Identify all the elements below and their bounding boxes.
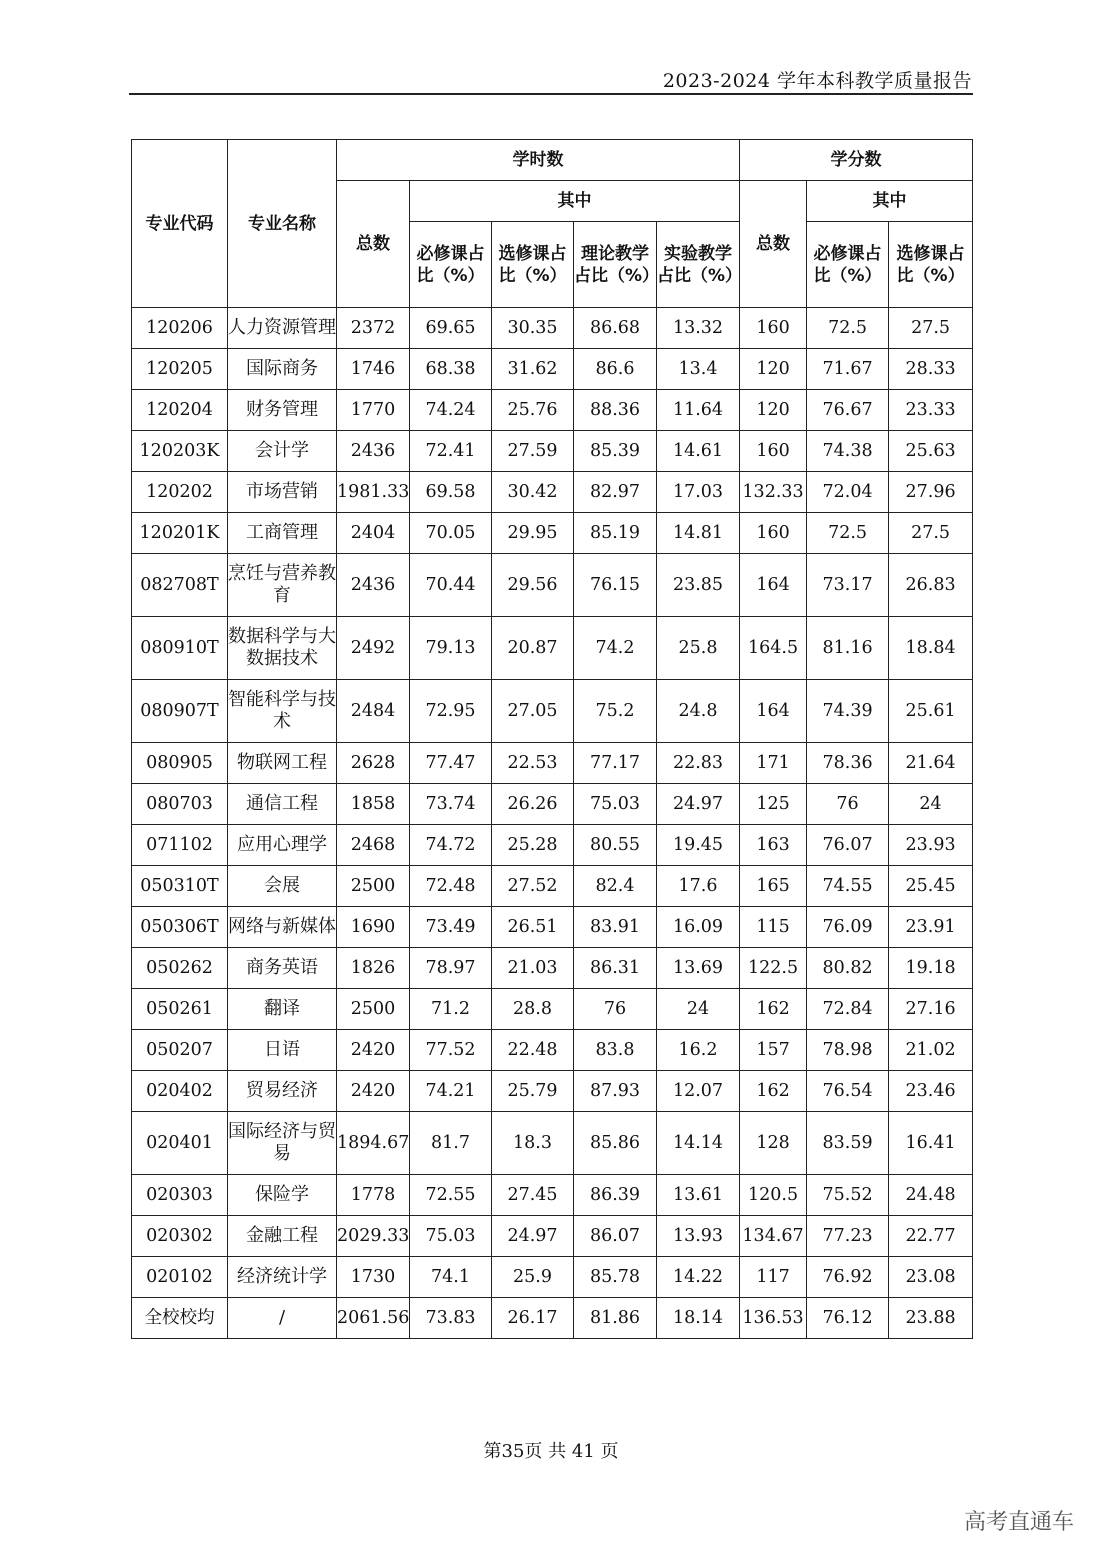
cell-h-elec: 25.28 bbox=[492, 825, 574, 866]
cell-c-req: 78.98 bbox=[807, 1030, 889, 1071]
cell-h-elec: 27.59 bbox=[492, 431, 574, 472]
cell-h-total: 2404 bbox=[337, 513, 410, 554]
cell-c-total: 160 bbox=[740, 431, 807, 472]
cell-code: 120205 bbox=[132, 349, 228, 390]
table-row bbox=[132, 784, 973, 825]
cell-h-theory: 74.2 bbox=[574, 617, 657, 680]
cell-name: 通信工程 bbox=[228, 784, 337, 825]
col-header-hours-lab: 实验教学占比（%） bbox=[657, 222, 740, 308]
cell-h-theory: 83.8 bbox=[574, 1030, 657, 1071]
cell-h-theory: 85.78 bbox=[574, 1257, 657, 1298]
cell-c-req: 76.09 bbox=[807, 907, 889, 948]
cell-c-req: 80.82 bbox=[807, 948, 889, 989]
cell-name: 金融工程 bbox=[228, 1216, 337, 1257]
cell-h-elec: 28.8 bbox=[492, 989, 574, 1030]
table-row bbox=[132, 1071, 973, 1112]
cell-h-elec: 24.97 bbox=[492, 1216, 574, 1257]
cell-h-elec: 18.3 bbox=[492, 1112, 574, 1175]
cell-name: 国际商务 bbox=[228, 349, 337, 390]
cell-h-lab: 13.93 bbox=[657, 1216, 740, 1257]
cell-h-elec: 27.05 bbox=[492, 680, 574, 743]
cell-h-theory: 88.36 bbox=[574, 390, 657, 431]
cell-h-theory: 82.4 bbox=[574, 866, 657, 907]
cell-c-total: 165 bbox=[740, 866, 807, 907]
cell-h-theory: 86.07 bbox=[574, 1216, 657, 1257]
cell-c-req: 76.07 bbox=[807, 825, 889, 866]
cell-h-elec: 22.53 bbox=[492, 743, 574, 784]
col-header-credits-total: 总数 bbox=[740, 181, 807, 308]
cell-h-elec: 29.56 bbox=[492, 554, 574, 617]
cell-name: 智能科学与技术 bbox=[228, 680, 337, 743]
cell-h-total: 2436 bbox=[337, 431, 410, 472]
cell-name: 网络与新媒体 bbox=[228, 907, 337, 948]
cell-h-elec: 22.48 bbox=[492, 1030, 574, 1071]
cell-code: 050306T bbox=[132, 907, 228, 948]
cell-h-elec: 26.51 bbox=[492, 907, 574, 948]
cell-h-req: 70.05 bbox=[410, 513, 492, 554]
cell-h-elec: 27.45 bbox=[492, 1175, 574, 1216]
cell-h-total: 2420 bbox=[337, 1030, 410, 1071]
avg-cell-c-req: 76.12 bbox=[807, 1298, 889, 1339]
table-row bbox=[132, 1175, 973, 1216]
avg-cell-h-req: 73.83 bbox=[410, 1298, 492, 1339]
cell-h-theory: 75.2 bbox=[574, 680, 657, 743]
cell-c-elec: 28.33 bbox=[889, 349, 973, 390]
cell-name: 市场营销 bbox=[228, 472, 337, 513]
cell-c-total: 128 bbox=[740, 1112, 807, 1175]
cell-h-lab: 24.97 bbox=[657, 784, 740, 825]
cell-code: 082708T bbox=[132, 554, 228, 617]
cell-h-req: 69.65 bbox=[410, 308, 492, 349]
cell-h-req: 74.1 bbox=[410, 1257, 492, 1298]
cell-c-elec: 26.83 bbox=[889, 554, 973, 617]
cell-c-req: 76 bbox=[807, 784, 889, 825]
col-header-credits-elective: 选修课占比（%） bbox=[889, 222, 973, 308]
table-row bbox=[132, 1030, 973, 1071]
cell-name: 物联网工程 bbox=[228, 743, 337, 784]
cell-h-total: 1826 bbox=[337, 948, 410, 989]
cell-h-elec: 25.76 bbox=[492, 390, 574, 431]
cell-h-req: 77.52 bbox=[410, 1030, 492, 1071]
cell-c-total: 164 bbox=[740, 554, 807, 617]
cell-code: 020402 bbox=[132, 1071, 228, 1112]
cell-h-elec: 31.62 bbox=[492, 349, 574, 390]
cell-h-total: 2500 bbox=[337, 866, 410, 907]
subgroup-header-hours: 其中 bbox=[410, 181, 740, 222]
cell-c-elec: 25.61 bbox=[889, 680, 973, 743]
cell-h-theory: 85.39 bbox=[574, 431, 657, 472]
cell-code: 080907T bbox=[132, 680, 228, 743]
cell-c-elec: 27.96 bbox=[889, 472, 973, 513]
cell-h-lab: 16.09 bbox=[657, 907, 740, 948]
cell-h-elec: 25.9 bbox=[492, 1257, 574, 1298]
table-row bbox=[132, 349, 973, 390]
cell-h-theory: 86.39 bbox=[574, 1175, 657, 1216]
cell-h-total: 1778 bbox=[337, 1175, 410, 1216]
cell-h-theory: 76 bbox=[574, 989, 657, 1030]
col-header-hours-elective: 选修课占比（%） bbox=[492, 222, 574, 308]
cell-h-req: 73.49 bbox=[410, 907, 492, 948]
cell-name: 日语 bbox=[228, 1030, 337, 1071]
cell-h-req: 72.95 bbox=[410, 680, 492, 743]
cell-c-total: 120 bbox=[740, 390, 807, 431]
cell-c-elec: 23.93 bbox=[889, 825, 973, 866]
group-header-credits: 学分数 bbox=[740, 140, 973, 181]
cell-c-elec: 19.18 bbox=[889, 948, 973, 989]
cell-c-elec: 25.63 bbox=[889, 431, 973, 472]
cell-h-theory: 86.68 bbox=[574, 308, 657, 349]
cell-h-elec: 25.79 bbox=[492, 1071, 574, 1112]
cell-h-req: 75.03 bbox=[410, 1216, 492, 1257]
cell-c-elec: 23.46 bbox=[889, 1071, 973, 1112]
cell-h-req: 74.72 bbox=[410, 825, 492, 866]
table-row bbox=[132, 1112, 973, 1175]
cell-c-elec: 22.77 bbox=[889, 1216, 973, 1257]
table-row bbox=[132, 617, 973, 680]
table-row bbox=[132, 1257, 973, 1298]
page-number: 第35页 共 41 页 bbox=[483, 1441, 619, 1462]
cell-c-total: 125 bbox=[740, 784, 807, 825]
cell-h-total: 2468 bbox=[337, 825, 410, 866]
cell-h-lab: 14.14 bbox=[657, 1112, 740, 1175]
cell-c-req: 76.67 bbox=[807, 390, 889, 431]
cell-c-elec: 23.91 bbox=[889, 907, 973, 948]
average-row bbox=[132, 1298, 973, 1339]
cell-code: 120201K bbox=[132, 513, 228, 554]
cell-h-total: 2492 bbox=[337, 617, 410, 680]
col-header-credits-required: 必修课占比（%） bbox=[807, 222, 889, 308]
cell-name: 贸易经济 bbox=[228, 1071, 337, 1112]
cell-c-elec: 23.33 bbox=[889, 390, 973, 431]
cell-h-theory: 75.03 bbox=[574, 784, 657, 825]
cell-h-lab: 14.61 bbox=[657, 431, 740, 472]
cell-h-theory: 83.91 bbox=[574, 907, 657, 948]
cell-h-req: 77.47 bbox=[410, 743, 492, 784]
cell-h-total: 2029.33 bbox=[337, 1216, 410, 1257]
table-row bbox=[132, 680, 973, 743]
cell-c-total: 164.5 bbox=[740, 617, 807, 680]
cell-c-req: 72.04 bbox=[807, 472, 889, 513]
cell-c-req: 77.23 bbox=[807, 1216, 889, 1257]
table-row bbox=[132, 743, 973, 784]
cell-h-req: 78.97 bbox=[410, 948, 492, 989]
cell-h-total: 1981.33 bbox=[337, 472, 410, 513]
cell-code: 080703 bbox=[132, 784, 228, 825]
cell-c-req: 73.17 bbox=[807, 554, 889, 617]
cell-h-lab: 13.61 bbox=[657, 1175, 740, 1216]
cell-h-total: 1894.67 bbox=[337, 1112, 410, 1175]
cell-code: 020302 bbox=[132, 1216, 228, 1257]
cell-c-req: 72.84 bbox=[807, 989, 889, 1030]
table-row bbox=[132, 825, 973, 866]
cell-h-elec: 20.87 bbox=[492, 617, 574, 680]
cell-h-total: 1770 bbox=[337, 390, 410, 431]
cell-c-elec: 25.45 bbox=[889, 866, 973, 907]
cell-h-total: 2484 bbox=[337, 680, 410, 743]
cell-code: 020401 bbox=[132, 1112, 228, 1175]
cell-h-theory: 76.15 bbox=[574, 554, 657, 617]
cell-c-total: 157 bbox=[740, 1030, 807, 1071]
cell-name: 保险学 bbox=[228, 1175, 337, 1216]
report-header-title: 2023-2024 学年本科教学质量报告 bbox=[662, 70, 972, 92]
table-row bbox=[132, 1216, 973, 1257]
col-header-name: 专业名称 bbox=[228, 140, 337, 308]
cell-c-req: 75.52 bbox=[807, 1175, 889, 1216]
cell-h-theory: 82.97 bbox=[574, 472, 657, 513]
cell-c-elec: 23.08 bbox=[889, 1257, 973, 1298]
table-row bbox=[132, 472, 973, 513]
cell-name: 会展 bbox=[228, 866, 337, 907]
cell-code: 020303 bbox=[132, 1175, 228, 1216]
cell-c-req: 74.38 bbox=[807, 431, 889, 472]
cell-c-total: 120 bbox=[740, 349, 807, 390]
header-divider bbox=[129, 93, 973, 95]
cell-h-theory: 80.55 bbox=[574, 825, 657, 866]
cell-c-total: 171 bbox=[740, 743, 807, 784]
col-header-hours-required: 必修课占比（%） bbox=[410, 222, 492, 308]
table-row bbox=[132, 907, 973, 948]
cell-c-total: 117 bbox=[740, 1257, 807, 1298]
avg-cell-h-lab: 18.14 bbox=[657, 1298, 740, 1339]
avg-cell-h-theory: 81.86 bbox=[574, 1298, 657, 1339]
cell-c-total: 160 bbox=[740, 308, 807, 349]
watermark-text: 高考直通车 bbox=[963, 1510, 1074, 1535]
cell-h-lab: 13.32 bbox=[657, 308, 740, 349]
cell-h-total: 2420 bbox=[337, 1071, 410, 1112]
cell-code: 050310T bbox=[132, 866, 228, 907]
col-header-hours-total: 总数 bbox=[337, 181, 410, 308]
cell-c-total: 122.5 bbox=[740, 948, 807, 989]
cell-h-total: 1746 bbox=[337, 349, 410, 390]
table-row bbox=[132, 390, 973, 431]
col-header-hours-theory: 理论教学占比（%） bbox=[574, 222, 657, 308]
table-row bbox=[132, 513, 973, 554]
cell-c-total: 120.5 bbox=[740, 1175, 807, 1216]
cell-c-req: 74.39 bbox=[807, 680, 889, 743]
cell-c-total: 132.33 bbox=[740, 472, 807, 513]
cell-h-elec: 27.52 bbox=[492, 866, 574, 907]
cell-name: 财务管理 bbox=[228, 390, 337, 431]
cell-c-elec: 24.48 bbox=[889, 1175, 973, 1216]
cell-h-theory: 85.86 bbox=[574, 1112, 657, 1175]
cell-h-lab: 11.64 bbox=[657, 390, 740, 431]
cell-c-req: 71.67 bbox=[807, 349, 889, 390]
avg-cell-h-total: 2061.56 bbox=[337, 1298, 410, 1339]
cell-h-lab: 14.81 bbox=[657, 513, 740, 554]
cell-h-lab: 12.07 bbox=[657, 1071, 740, 1112]
cell-h-total: 2628 bbox=[337, 743, 410, 784]
cell-h-lab: 14.22 bbox=[657, 1257, 740, 1298]
cell-c-req: 74.55 bbox=[807, 866, 889, 907]
cell-name: 烹饪与营养教育 bbox=[228, 554, 337, 617]
cell-c-elec: 18.84 bbox=[889, 617, 973, 680]
cell-code: 120206 bbox=[132, 308, 228, 349]
cell-h-elec: 29.95 bbox=[492, 513, 574, 554]
avg-cell-c-total: 136.53 bbox=[740, 1298, 807, 1339]
cell-h-lab: 16.2 bbox=[657, 1030, 740, 1071]
cell-h-req: 72.41 bbox=[410, 431, 492, 472]
cell-h-req: 72.55 bbox=[410, 1175, 492, 1216]
cell-code: 050207 bbox=[132, 1030, 228, 1071]
cell-h-req: 81.7 bbox=[410, 1112, 492, 1175]
cell-h-lab: 17.6 bbox=[657, 866, 740, 907]
cell-h-req: 79.13 bbox=[410, 617, 492, 680]
cell-name: 国际经济与贸易 bbox=[228, 1112, 337, 1175]
avg-cell-c-elec: 23.88 bbox=[889, 1298, 973, 1339]
cell-h-theory: 85.19 bbox=[574, 513, 657, 554]
table-row bbox=[132, 308, 973, 349]
cell-code: 050261 bbox=[132, 989, 228, 1030]
avg-cell-name: / bbox=[228, 1298, 337, 1339]
cell-h-elec: 21.03 bbox=[492, 948, 574, 989]
cell-code: 120202 bbox=[132, 472, 228, 513]
cell-code: 120203K bbox=[132, 431, 228, 472]
cell-h-theory: 86.6 bbox=[574, 349, 657, 390]
cell-c-req: 76.92 bbox=[807, 1257, 889, 1298]
cell-h-lab: 19.45 bbox=[657, 825, 740, 866]
group-header-hours: 学时数 bbox=[337, 140, 740, 181]
cell-code: 071102 bbox=[132, 825, 228, 866]
cell-h-lab: 23.85 bbox=[657, 554, 740, 617]
cell-c-total: 134.67 bbox=[740, 1216, 807, 1257]
cell-code: 050262 bbox=[132, 948, 228, 989]
cell-name: 会计学 bbox=[228, 431, 337, 472]
cell-name: 人力资源管理 bbox=[228, 308, 337, 349]
cell-c-elec: 21.64 bbox=[889, 743, 973, 784]
cell-c-elec: 27.16 bbox=[889, 989, 973, 1030]
cell-h-req: 71.2 bbox=[410, 989, 492, 1030]
cell-c-total: 160 bbox=[740, 513, 807, 554]
cell-h-lab: 13.69 bbox=[657, 948, 740, 989]
cell-h-lab: 25.8 bbox=[657, 617, 740, 680]
cell-h-req: 72.48 bbox=[410, 866, 492, 907]
cell-h-lab: 22.83 bbox=[657, 743, 740, 784]
cell-h-req: 74.24 bbox=[410, 390, 492, 431]
cell-c-req: 72.5 bbox=[807, 308, 889, 349]
cell-name: 应用心理学 bbox=[228, 825, 337, 866]
cell-name: 商务英语 bbox=[228, 948, 337, 989]
cell-h-req: 70.44 bbox=[410, 554, 492, 617]
avg-cell-code: 全校校均 bbox=[132, 1298, 228, 1339]
cell-c-total: 162 bbox=[740, 989, 807, 1030]
avg-cell-h-elec: 26.17 bbox=[492, 1298, 574, 1339]
cell-name: 数据科学与大数据技术 bbox=[228, 617, 337, 680]
cell-h-total: 1690 bbox=[337, 907, 410, 948]
cell-h-req: 69.58 bbox=[410, 472, 492, 513]
cell-h-lab: 13.4 bbox=[657, 349, 740, 390]
cell-h-lab: 24.8 bbox=[657, 680, 740, 743]
cell-c-req: 81.16 bbox=[807, 617, 889, 680]
cell-c-total: 162 bbox=[740, 1071, 807, 1112]
cell-c-req: 78.36 bbox=[807, 743, 889, 784]
cell-h-theory: 86.31 bbox=[574, 948, 657, 989]
cell-name: 翻译 bbox=[228, 989, 337, 1030]
cell-h-elec: 30.35 bbox=[492, 308, 574, 349]
cell-h-elec: 26.26 bbox=[492, 784, 574, 825]
cell-c-elec: 21.02 bbox=[889, 1030, 973, 1071]
cell-code: 080910T bbox=[132, 617, 228, 680]
cell-c-elec: 27.5 bbox=[889, 308, 973, 349]
cell-code: 120204 bbox=[132, 390, 228, 431]
cell-c-total: 115 bbox=[740, 907, 807, 948]
cell-h-total: 2436 bbox=[337, 554, 410, 617]
table-body bbox=[132, 308, 973, 1339]
cell-code: 080905 bbox=[132, 743, 228, 784]
cell-c-elec: 16.41 bbox=[889, 1112, 973, 1175]
table-row bbox=[132, 431, 973, 472]
cell-name: 工商管理 bbox=[228, 513, 337, 554]
cell-h-req: 68.38 bbox=[410, 349, 492, 390]
cell-name: 经济统计学 bbox=[228, 1257, 337, 1298]
cell-h-total: 1858 bbox=[337, 784, 410, 825]
cell-c-req: 76.54 bbox=[807, 1071, 889, 1112]
subgroup-header-credits: 其中 bbox=[807, 181, 973, 222]
cell-code: 020102 bbox=[132, 1257, 228, 1298]
cell-c-total: 163 bbox=[740, 825, 807, 866]
cell-h-theory: 87.93 bbox=[574, 1071, 657, 1112]
table-row bbox=[132, 554, 973, 617]
cell-h-theory: 77.17 bbox=[574, 743, 657, 784]
cell-h-lab: 17.03 bbox=[657, 472, 740, 513]
cell-h-req: 74.21 bbox=[410, 1071, 492, 1112]
cell-h-total: 2372 bbox=[337, 308, 410, 349]
curriculum-table bbox=[131, 139, 973, 1339]
col-header-code: 专业代码 bbox=[132, 140, 228, 308]
cell-c-elec: 24 bbox=[889, 784, 973, 825]
cell-c-total: 164 bbox=[740, 680, 807, 743]
cell-h-lab: 24 bbox=[657, 989, 740, 1030]
cell-c-req: 72.5 bbox=[807, 513, 889, 554]
cell-h-req: 73.74 bbox=[410, 784, 492, 825]
table-row bbox=[132, 866, 973, 907]
cell-h-total: 1730 bbox=[337, 1257, 410, 1298]
cell-h-elec: 30.42 bbox=[492, 472, 574, 513]
cell-c-req: 83.59 bbox=[807, 1112, 889, 1175]
cell-h-total: 2500 bbox=[337, 989, 410, 1030]
table-row bbox=[132, 989, 973, 1030]
cell-c-elec: 27.5 bbox=[889, 513, 973, 554]
table-row bbox=[132, 948, 973, 989]
